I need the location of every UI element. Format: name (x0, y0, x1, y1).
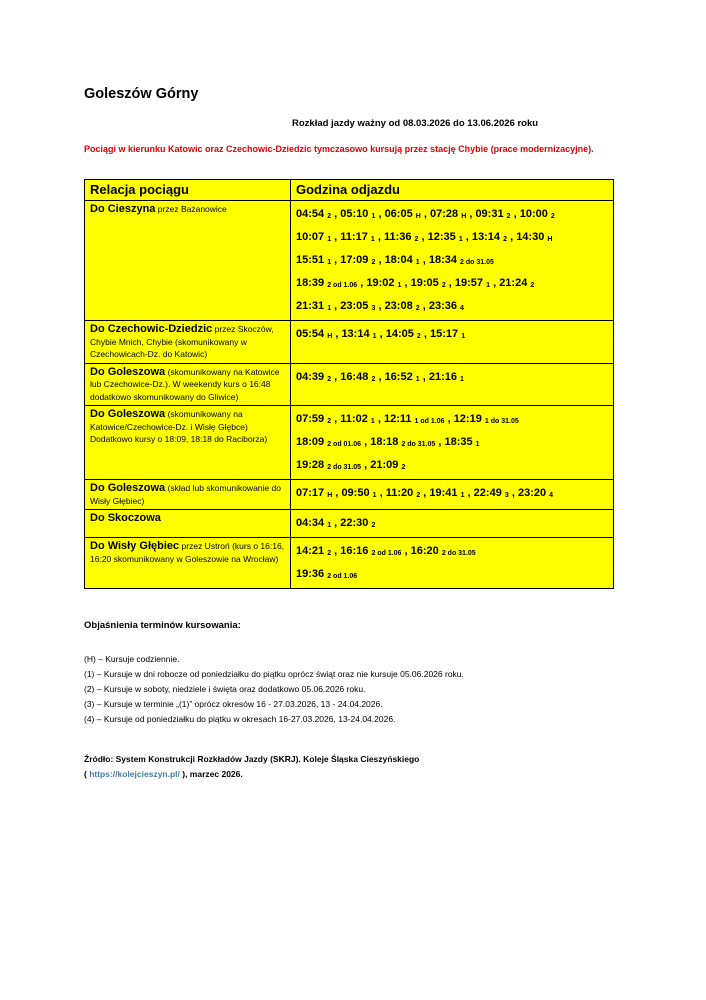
departure-line: 07:59 $_2$ , 11:02 $_1$ , 12:11 $_{1 od 1.06}$ , 12:19 $_{1 do 31.05}$ (296, 413, 519, 425)
departure-time: 16:52 (384, 370, 413, 383)
service-code: 1 od 1.06 (414, 418, 445, 425)
service-code: 1 (370, 418, 375, 425)
service-code: 2 do 31.05 (460, 259, 494, 266)
service-code: 1 (327, 236, 332, 243)
departure-line: 04:39 $_2$ , 16:48 $_2$ , 16:52 $_1$ , 21:16 $_1$ (296, 370, 464, 383)
timetable-row (85, 510, 614, 538)
departure-time: 11:20 (385, 487, 414, 499)
relation-header: Relacja pociągu (85, 180, 291, 201)
service-code: 3 (371, 305, 376, 312)
departure-line: 07:17 $_H$ , 09:50 $_1$ , 11:20 $_2$ , 19:41 $_1$ , 22:49 $_3$ , 23:20 $_4$ (296, 487, 554, 499)
relation-description: (skład lub skomunikowanie do Wisły Głębiec) (90, 483, 281, 506)
departure-line: 18:09 $_{2 od 01.06}$ , 18:18 $_{2 do 31.05}$ , 18:35 $_1$ (296, 436, 480, 448)
service-code: 1 do 31.05 (484, 418, 519, 425)
service-code: 1 (475, 441, 480, 448)
service-code: 1 (327, 305, 332, 312)
service-code: 2 (371, 375, 376, 383)
departure-time: 23:20 (517, 487, 547, 499)
departure-time: 23:08 (384, 300, 413, 312)
service-code: H (547, 236, 553, 243)
departure-time: 19:41 (429, 487, 458, 499)
departure-time: 18:18 (370, 436, 399, 448)
relation-name: Do Skoczowa (90, 512, 161, 524)
service-code: 1 (372, 333, 377, 340)
source-close: ), marzec 2026. (179, 769, 243, 779)
departure-time: 07:17 (296, 487, 325, 499)
departure-line: 21:31 $_1$ , 23:05 $_3$ , 23:08 $_2$ , 23:36 $_4$ (296, 300, 464, 312)
service-code: 2 (530, 282, 535, 289)
timetable-row (85, 363, 614, 406)
service-code: 1 (327, 522, 332, 529)
departures-cell (291, 406, 614, 480)
departure-time: 11:17 (340, 231, 368, 243)
service-code: 4 (460, 305, 464, 312)
departure-time: 18:09 (296, 436, 325, 448)
service-code: 1 (415, 375, 420, 383)
departure-time: 23:05 (340, 300, 369, 312)
departure-line (296, 564, 608, 587)
departure-time: 04:54 (296, 208, 325, 220)
service-code: 2 (441, 282, 446, 289)
source-line: Źródło: System Konstrukcji Rozkładów Jazdy (SKRJ). Koleje Śląska Cieszyńskiego (84, 754, 420, 764)
departure-time: 14:05 (385, 328, 414, 340)
timetable-header-row (85, 180, 614, 201)
relation-description: przez Ustroń (kurs o 16:16, 16:20 skomunikowany w Goleszowie na Wrocław) (90, 541, 285, 564)
departures-cell (291, 510, 614, 538)
service-code: 2 (371, 259, 376, 266)
departure-time: 19:36 (296, 568, 325, 580)
departure-time: 06:05 (384, 208, 413, 220)
departure-time: 22:49 (473, 487, 502, 499)
service-code: 2 (506, 213, 511, 220)
departure-line: 04:34 $_1$ , 22:30 $_2$ (296, 517, 376, 529)
source-link-line (84, 767, 419, 782)
departures-cell (291, 201, 614, 321)
validity-period: Rozkład jazdy ważny od 08.03.2026 do 13.06.2026 roku (292, 118, 539, 129)
service-code: H (327, 333, 333, 340)
departure-time: 18:39 (296, 277, 325, 289)
service-code: 1 (397, 282, 402, 289)
timetable-body (85, 201, 614, 589)
service-code: 1 (372, 492, 377, 499)
timetable (84, 179, 614, 589)
service-code: 2 (416, 492, 421, 499)
departure-line: 10:07 $_1$ , 11:17 $_1$ , 11:36 $_2$ , 12:35 $_1$ , 13:14 $_2$ , 14:30 $_H$ (296, 231, 553, 243)
relation-cell (85, 538, 291, 589)
service-code: 2 (503, 236, 508, 243)
departure-time: 13:14 (341, 328, 370, 340)
departure-time: 18:34 (428, 254, 457, 266)
relation-description: (skomunikowany na Katowice/Czechowice-Dz. i Wisłę Głębce) Dodatkowo kursy o 18:09, 18:18 do Raciborza) (90, 409, 268, 444)
service-code: 1 (415, 259, 420, 266)
departures-cell (291, 363, 614, 406)
departure-time: 11:02 (340, 413, 368, 425)
service-code: 2 od 1.06 (327, 282, 358, 289)
relation-description: (skomunikowany na Katowice lub Czechowice-Dz.). W weekendy kurs o 16:48 dodatkowo skomunikowany do Gliwice) (90, 366, 280, 402)
service-code: 1 (371, 213, 376, 220)
departure-time: 07:59 (296, 413, 325, 425)
source-open: ( (84, 769, 90, 779)
service-code: 1 (486, 282, 491, 289)
departure-time: 19:02 (366, 277, 395, 289)
departure-time: 14:21 (296, 545, 325, 557)
departure-time: 04:34 (296, 517, 325, 529)
relation-cell (85, 321, 291, 364)
service-code: 4 (549, 492, 554, 499)
source-link[interactable]: https://kolejcieszyn.pl/ (89, 769, 180, 779)
departure-line: 18:39 $_{2 od 1.06}$ , 19:02 $_1$ , 19:05 $_2$ , 19:57 $_1$ , 21:24 $_2$ (296, 277, 535, 289)
service-code: H (327, 492, 333, 499)
service-code: H (461, 213, 467, 220)
departure-time: 18:04 (384, 254, 413, 266)
relation-name: Do Cieszyna (90, 203, 156, 215)
departure-time: 10:07 (296, 231, 325, 243)
service-code: 1 (458, 236, 463, 243)
explanation-item: (1) – Kursuje w dni robocze od poniedziałku do piątku oprócz świąt oraz nie kursuje 05.06.2026 roku. (84, 669, 464, 679)
departure-time: 10:00 (519, 208, 548, 220)
departures-cell (291, 480, 614, 510)
service-code: 2 do 31.05 (441, 550, 476, 557)
relation-name: Do Wisły Głębiec (90, 540, 180, 552)
service-code: 1 (460, 492, 465, 499)
service-code: 2 (415, 305, 420, 312)
departure-time: 16:16 (340, 545, 369, 557)
timetable-row (85, 201, 614, 321)
temporary-route-notice: Pociągi w kierunku Katowic oraz Czechowic-Dziedzic tymczasowo kursują przez stację Chybie (prace modernizacyjne). (84, 144, 594, 154)
explanations-title: Objaśnienia terminów kursowania: (84, 620, 241, 631)
timetable-row (85, 538, 614, 589)
service-code: 2 (416, 333, 421, 340)
departure-time: 21:31 (296, 300, 325, 312)
service-code: 2 (327, 418, 332, 425)
relation-description: przez Skoczów, Chybie Mnich, Chybie (skomunikowany w Czechowicach-Dz. do Katowic) (90, 324, 274, 359)
service-code: 2 od 1.06 (327, 573, 358, 580)
explanation-item: (H) – Kursuje codziennie. (84, 654, 180, 664)
departure-time: 21:09 (370, 459, 399, 471)
departure-time: 19:57 (454, 277, 484, 289)
departure-time: 18:35 (444, 436, 473, 448)
departure-time: 04:39 (296, 370, 325, 383)
service-code: 2 do 31.05 (327, 464, 362, 471)
departure-time: 15:51 (296, 254, 325, 266)
relation-cell (85, 201, 291, 321)
relation-name: Do Czechowic-Dziedzic (90, 323, 213, 335)
timetable-row (85, 406, 614, 480)
departure-time: 21:24 (499, 277, 528, 289)
timetable-row (85, 480, 614, 510)
departure-line: 14:21 $_2$ , 16:16 $_{2 od 1.06}$ , 16:20 $_{2 do 31.05}$ (296, 545, 476, 557)
relation-name: Do Goleszowa (90, 408, 166, 420)
explanation-item: (4) – Kursuje od poniedziałku do piątku w okresach 16-27.03.2026, 13-24.04.2026. (84, 714, 396, 724)
service-code: 3 (504, 492, 509, 499)
departure-line: 04:54 $_2$ , 05:10 $_1$ , 06:05 $_H$ , 07:28 $_H$ , 09:31 $_2$ , 10:00 $_2$ (296, 208, 555, 220)
departure-time: 19:28 (296, 459, 325, 471)
relation-name: Do Goleszowa (90, 365, 166, 378)
relation-cell (85, 510, 291, 538)
service-code: 2 do 31.05 (401, 441, 436, 448)
explanation-item: (2) – Kursuje w soboty, niedziele i święta oraz dodatkowo 05.06.2026 roku. (84, 684, 366, 694)
departure-time: 05:54 (296, 328, 325, 340)
departure-time: 13:14 (471, 231, 501, 243)
departure-time: 12:11 (383, 413, 412, 425)
service-code: 1 (370, 236, 375, 243)
service-code: 2 (327, 213, 332, 220)
service-code: 2 (327, 550, 332, 557)
departure-time: 07:28 (430, 208, 459, 220)
service-code: 2 od 01.06 (327, 441, 362, 448)
departures-cell (291, 321, 614, 364)
page-title: Goleszów Górny (84, 86, 199, 102)
departure-time: 15:17 (430, 328, 459, 340)
service-code: 2 (327, 375, 332, 383)
relation-description: przez Bażanowice (157, 204, 227, 214)
departure-time: 12:19 (453, 413, 482, 425)
service-code: 2 od 1.06 (371, 550, 402, 557)
departure-line: 05:54 $_H$ , 13:14 $_1$ , 14:05 $_2$ , 15:17 $_1$ (296, 328, 466, 340)
relation-cell (85, 480, 291, 510)
departure-time: 16:48 (340, 370, 369, 383)
departure-line: 15:51 $_1$ , 17:09 $_2$ , 18:04 $_1$ , 18:34 $_{2 do 31.05}$ (296, 254, 494, 266)
departure-time: 12:35 (427, 231, 456, 243)
service-code: 2 (550, 213, 555, 220)
service-code: H (415, 213, 421, 220)
departure-time: 21:16 (428, 370, 457, 383)
timetable-row (85, 321, 614, 364)
departure-time: 19:05 (410, 277, 439, 289)
departure-time: 22:30 (340, 517, 369, 529)
relation-name: Do Goleszowa (90, 482, 166, 494)
departure-time: 14:30 (516, 231, 545, 243)
departure-header: Godzina odjazdu (291, 180, 614, 201)
departure-time: 09:50 (341, 487, 370, 499)
service-code: 2 (401, 464, 406, 471)
departure-time: 11:36 (383, 231, 412, 243)
service-code: 2 (414, 236, 419, 243)
service-code: 1 (461, 333, 466, 340)
relation-cell (85, 363, 291, 406)
departures-cell (291, 538, 614, 589)
relation-cell (85, 406, 291, 480)
explanation-item: (3) – Kursuje w terminie „(1)” oprócz okresów 16 - 27.03.2026, 13 - 24.04.2026. (84, 699, 383, 709)
departure-time: 16:20 (410, 545, 439, 557)
service-code: 1 (327, 259, 332, 266)
departure-time: 05:10 (340, 208, 369, 220)
service-code: 1 (460, 375, 464, 383)
departure-time: 09:31 (475, 208, 504, 220)
service-code: 2 (371, 522, 376, 529)
departure-time: 17:09 (340, 254, 369, 266)
departure-time: 23:36 (428, 300, 457, 312)
departure-line: 19:28 $_{2 do 31.05}$ , 21:09 $_2$ (296, 459, 406, 471)
source-note (84, 752, 419, 782)
explanations-list (84, 652, 464, 727)
